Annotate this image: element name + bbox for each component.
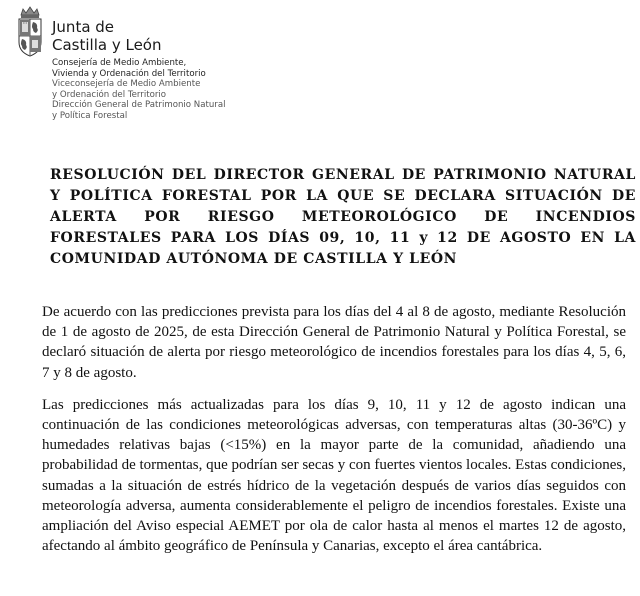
consejeria-line2: Vivienda y Ordenación del Territorio	[52, 68, 206, 79]
document-body	[42, 302, 626, 568]
org-name-line1: Junta de	[52, 18, 115, 36]
viceconsejeria-line2: y Ordenación del Territorio	[52, 89, 167, 100]
paragraph-2: Las predicciones más actualizadas para los días 9, 10, 11 y 12 de agosto indican una continuación de las condiciones meteorológicas adversas, con temperaturas altas (30-36ºC) y humedades relativas bajas (<15%) en la mayor parte de la comunidad, añadiendo una probabilidad de tormentas, que podrían ser secas y con fuertes vientos locales. Estas condiciones, sumadas a la situación de estrés hídrico de la vegetación después de varios días seguidos con meteorología adversa, aumenta considerablemente el peligro de incendios forestales. Existe una ampliación del Aviso especial AEMET por ola de calor hasta al menos el martes 12 de agosto, afectando al ámbito geográfico de Península y Canarias, excepto el área cantábrica.	[42, 396, 626, 555]
paragraph-1: De acuerdo con las predicciones prevista para los días del 4 al 8 de agosto, mediante Resolución de 1 de agosto de 2025, de esta Dirección General de Patrimonio Natural y Política Forestal, se declaró situación de alerta por riesgo meteorológico de incendios forestales para los días 4, 5, 6, 7 y 8 de agosto.	[42, 304, 626, 381]
consejeria-line1: Consejería de Medio Ambiente,	[52, 58, 187, 68]
letterhead	[16, 6, 266, 146]
castilla-leon-coat-of-arms-icon	[16, 6, 44, 62]
direccion-line2: y Política Forestal	[52, 110, 128, 121]
direccion-line1: Dirección General de Patrimonio Natural	[52, 100, 226, 110]
org-name-line2: Castilla y León	[52, 36, 162, 54]
viceconsejeria-line1: Viceconsejería de Medio Ambiente	[52, 79, 201, 89]
document-title: RESOLUCIÓN DEL DIRECTOR GENERAL DE PATRIMONIO NATURAL Y POLÍTICA FORESTAL POR LA QUE SE DECLARA SITUACIÓN DE ALERTA POR RIESGO METEOROLÓGICO DE INCENDIOS FORESTALES PARA LOS DÍAS 09, 10, 11 y 12 DE AGOSTO EN LA COMUNIDAD AUTÓNOMA DE CASTILLA Y LEÓN	[50, 167, 636, 267]
organization-block	[52, 18, 272, 121]
